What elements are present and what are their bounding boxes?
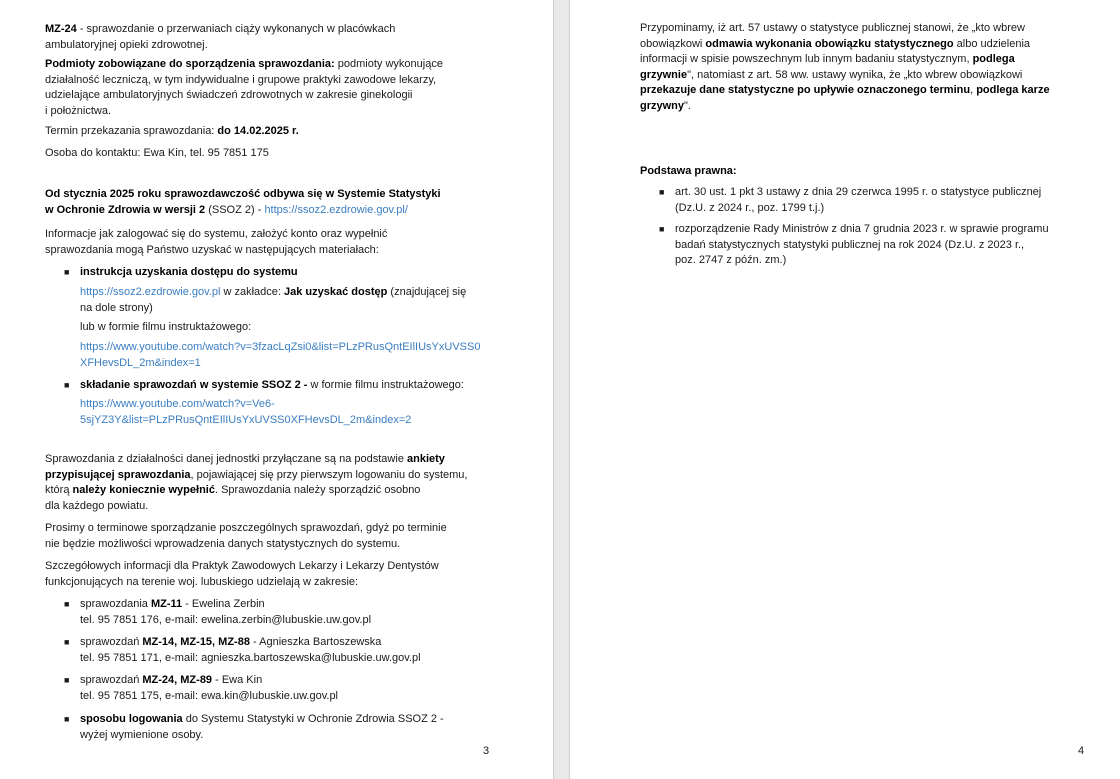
- bullet-icon: ■: [64, 675, 70, 685]
- contact-item-mz14: ■ sprawozdań MZ-14, MZ-15, MZ-88 - Agnieszka Bartoszewska tel. 95 7851 171, e-mail: agnieszka.bartoszewska@lubuskie.uw.gov.pl: [64, 636, 421, 664]
- login-item: ■ sposobu logowania do Systemu Statystyki w Ochronie Zdrowia SSOZ 2 - wyżej wymienione osoby.: [64, 713, 444, 741]
- page-gutter: [553, 0, 570, 779]
- request-paragraph: Prosimy o terminowe sporządzanie poszczególnych sprawozdań, gdyż po terminie nie będzie możliwości wprowadzenia danych statystycznych do systemu.: [45, 522, 447, 550]
- legal-item-1: ■ art. 30 ust. 1 pkt 3 ustawy z dnia 29 czerwca 1995 r. o statystyce publicznej (Dz.U. z 2024 r., poz. 1799 t.j.): [659, 186, 1042, 214]
- reminder-paragraph: Przypominamy, iż art. 57 ustawy o statystyce publicznej stanowi, że „kto wbrew obowiązkowi odmawia wykonania obowiązku statystycznego albo udzielenia informacji w spisie powszechnym lub innym badaniu statystycznym, podlega grzywnie", natomiast z art. 58 ww. ustawy wynika, że „kto wbrew obowiązkowi przekazuje dane statystyczne po upływie oznaczonego terminu, podlega karze grzywny".: [640, 22, 1050, 112]
- bullet-access-instructions: ■ instrukcja uzyskania dostępu do systemu: [80, 265, 298, 281]
- bullet-report-submission: ■ składanie sprawozdań w systemie SSOZ 2 - w formie filmu instruktażowego:: [80, 378, 464, 394]
- mz24-paragraph: MZ-24 - sprawozdanie o przerwaniach ciąży wykonanych w placówkach ambulatoryjnej opieki zdrowotnej.: [45, 23, 396, 51]
- access-instructions-detail: https://ssoz2.ezdrowie.gov.pl w zakładce: Jak uzyskać dostęp (znajdującej się na dole strony): [80, 286, 467, 314]
- ssoz-portal-link[interactable]: https://ssoz2.ezdrowie.gov.pl: [80, 286, 221, 298]
- document-page-4: [570, 0, 1120, 779]
- ssoz-link[interactable]: https://ssoz2.ezdrowie.gov.pl/: [264, 203, 408, 216]
- page-number: 3: [483, 745, 490, 757]
- legal-basis-title: Podstawa prawna:: [640, 165, 737, 177]
- contact-item-mz11: ■ sprawozdania MZ-11 - Ewelina Zerbin tel. 95 7851 176, e-mail: ewelina.zerbin@lubuskie.uw.gov.pl: [64, 598, 372, 626]
- info-paragraph: Informacje jak zalogować się do systemu, założyć konto oraz wypełnić sprawozdania mogą Państwo uzyskać w następujących materiałach:: [45, 228, 388, 256]
- legal-item-2: ■ rozporządzenie Rady Ministrów z dnia 7 grudnia 2023 r. w sprawie programu badań statystycznych statystyki publicznej na rok 2024 (Dz.U. z 2023 r., poz. 2747 z późn. zm.): [659, 223, 1049, 266]
- bullet-icon: ■: [64, 714, 70, 724]
- bullet-icon: ■: [659, 187, 665, 197]
- bullet-icon: ■: [64, 599, 70, 609]
- document-page-3: [0, 0, 553, 779]
- deadline-paragraph: Termin przekazania sprawozdania: do 14.02.2025 r.: [45, 125, 299, 137]
- page-number: 4: [1078, 745, 1085, 757]
- film-label: lub w formie filmu instruktażowego:: [80, 321, 252, 333]
- reports-paragraph: Sprawozdania z działalności danej jednostki przyłączane są na podstawie ankiety przypisującej sprawozdania, pojawiającej się przy pierwszym logowaniu do systemu, którą należy koniecznie wypełnić. Sprawozdania należy sporządzić osobno dla każdego powiatu.: [45, 453, 468, 512]
- entities-paragraph: Podmioty zobowiązane do sporządzenia sprawozdania: podmioty wykonujące działalność leczniczą, w tym indywidualne i grupowe praktyki zawodowe lekarzy, udzielające ambulatoryjnych świadczeń zdrowotnych w zakresie ginekologii i położnictwa.: [45, 58, 443, 117]
- ssoz-paragraph: Od stycznia 2025 roku sprawozdawczość odbywa się w Systemie Statystyki w Ochronie Zdrowia w wersji 2 (SSOZ 2) - https://ssoz2.ezdrowie.gov.pl/: [45, 188, 441, 216]
- contact-paragraph: Osoba do kontaktu: Ewa Kin, tel. 95 7851 175: [45, 147, 269, 159]
- youtube-link-2[interactable]: https://www.youtube.com/watch?v=Ve6- 5sjYZ3Y&list=PLzPRusQntEIlIUsYxUVSS0XFHevsDL_2m&index=2: [80, 398, 412, 426]
- bullet-icon: ■: [64, 380, 70, 390]
- bullet-icon: ■: [659, 224, 665, 234]
- details-paragraph: Szczegółowych informacji dla Praktyk Zawodowych Lekarzy i Lekarzy Dentystów funkcjonujących na terenie woj. lubuskiego udzielają w zakresie:: [45, 560, 439, 588]
- bullet-icon: ■: [64, 267, 70, 277]
- bullet-icon: ■: [64, 637, 70, 647]
- contact-item-mz24: ■ sprawozdań MZ-24, MZ-89 - Ewa Kin tel. 95 7851 175, e-mail: ewa.kin@lubuskie.uw.gov.pl: [64, 674, 339, 702]
- youtube-link-1[interactable]: https://www.youtube.com/watch?v=3fzacLqZsi0&list=PLzPRusQntEIlIUsYxUVSS0 XFHevsDL_2m&index=1: [80, 341, 481, 369]
